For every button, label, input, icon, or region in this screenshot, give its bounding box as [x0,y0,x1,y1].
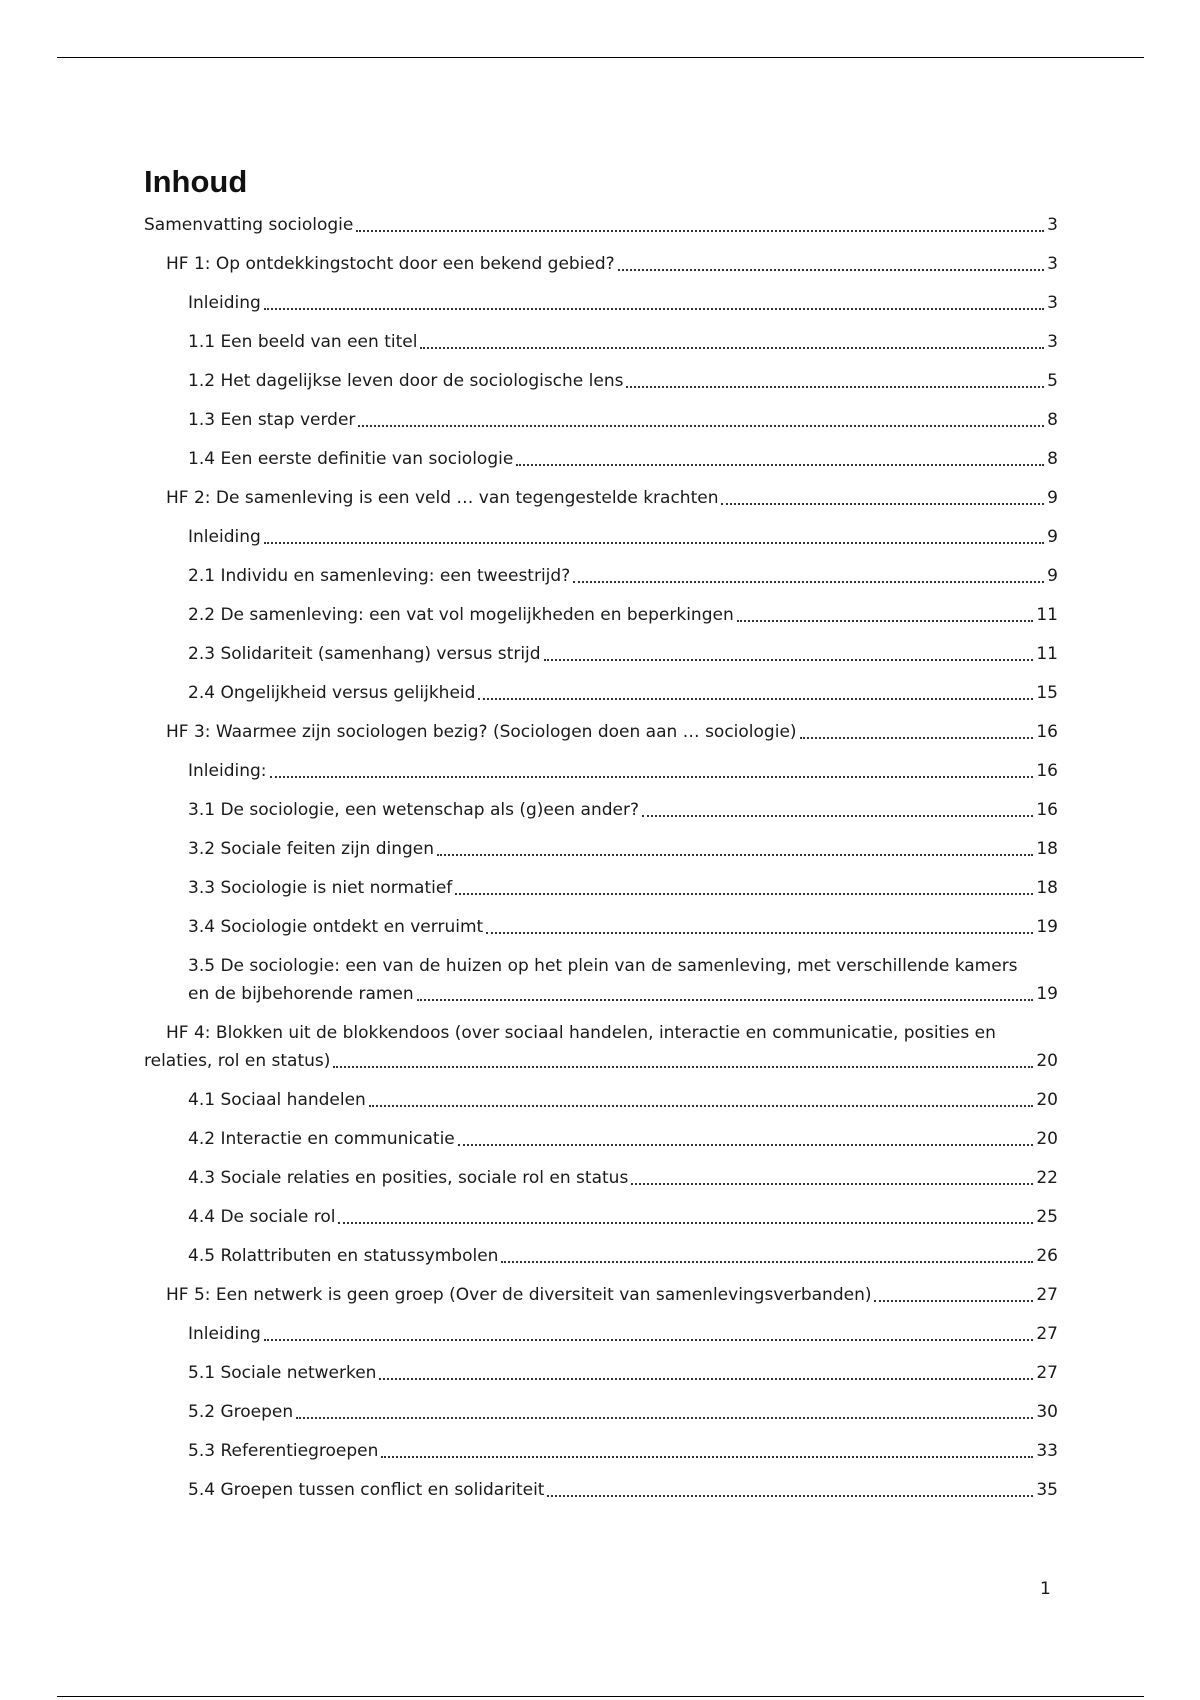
toc-entry-5-2[interactable] [144,1398,1058,1426]
toc-entry-page: 20 [1036,1129,1058,1149]
toc-entry-page: 9 [1047,566,1058,586]
toc-entry-4-1[interactable] [144,1086,1058,1114]
toc-entry-text-continued: en de bijbehorende ramen [188,984,414,1004]
toc-entry-page: 16 [1036,800,1058,820]
toc-entry-hf4[interactable] [144,1019,1058,1075]
dot-leader [478,698,1033,700]
toc-entry-page: 19 [1036,917,1058,937]
toc-entry-3-4[interactable] [144,913,1058,941]
toc-entry-page: 11 [1036,644,1058,664]
toc-entry-2-1[interactable] [144,562,1058,590]
toc-entry-page: 27 [1036,1324,1058,1344]
dot-leader [358,425,1044,427]
toc-entry-4-3[interactable] [144,1164,1058,1192]
toc-entry-page: 33 [1036,1441,1058,1461]
toc-entry-text: 3.1 De sociologie, een wetenschap als (g)een ander? [188,800,639,820]
toc-entry-1-4[interactable] [144,445,1058,473]
toc-entry-text: 1.4 Een eerste definitie van sociologie [188,449,514,469]
toc-entry-page: 18 [1036,878,1058,898]
toc-entry-text: 4.1 Sociaal handelen [188,1090,366,1110]
toc-entry-text: 2.3 Solidariteit (samenhang) versus strijd [188,644,541,664]
toc-entry-text: HF 3: Waarmee zijn sociologen bezig? (Sociologen doen aan … sociologie) [166,722,797,742]
toc-entry-page: 20 [1036,1051,1058,1071]
dot-leader [369,1105,1034,1107]
toc-entry-text: 4.2 Interactie en communicatie [188,1129,455,1149]
toc-entry-summary[interactable] [144,211,1058,239]
toc-entry-hf3-intro[interactable] [144,757,1058,785]
page-number: 1 [1040,1579,1051,1599]
dot-leader [455,893,1033,895]
toc-entry-text: 5.1 Sociale netwerken [188,1363,377,1383]
dot-leader [417,999,1034,1001]
toc-entry-page: 16 [1036,761,1058,781]
toc-entry-3-5[interactable] [144,952,1058,1008]
dot-leader [333,1066,1033,1068]
toc-entry-page: 16 [1036,722,1058,742]
toc-entry-5-1[interactable] [144,1359,1058,1387]
toc-title: Inhoud [144,164,248,199]
toc-entry-text: Samenvatting sociologie [144,215,354,235]
header-rule [57,57,1144,58]
toc-entry-text: HF 4: Blokken uit de blokkendoos (over sociaal handelen, interactie en communicatie, posities en [166,1023,996,1043]
toc-entry-page: 27 [1036,1363,1058,1383]
toc-entry-text: 5.2 Groepen [188,1402,294,1422]
dot-leader [296,1417,1033,1419]
toc-entry-text: HF 5: Een netwerk is geen groep (Over de diversiteit van samenlevingsverbanden) [166,1285,872,1305]
toc-entry-1-2[interactable] [144,367,1058,395]
toc-entry-page: 3 [1047,254,1058,274]
toc-entry-page: 25 [1036,1207,1058,1227]
toc-entry-text: Inleiding [188,1324,261,1344]
toc-entry-text: 2.2 De samenleving: een vat vol mogelijkheden en beperkingen [188,605,734,625]
toc-entry-text: Inleiding [188,527,261,547]
toc-entry-page: 19 [1036,984,1058,1004]
toc-entry-hf3[interactable] [144,718,1058,746]
dot-leader [437,854,1033,856]
toc-entry-text: Inleiding: [188,761,267,781]
dot-leader [800,737,1034,739]
dot-leader [642,815,1033,817]
toc-entry-page: 18 [1036,839,1058,859]
toc-entry-hf2[interactable] [144,484,1058,512]
toc-entry-page: 27 [1036,1285,1058,1305]
dot-leader [338,1222,1033,1224]
toc-entry-text: HF 2: De samenleving is een veld … van tegengestelde krachten [166,488,719,508]
toc-entry-text: 4.5 Rolattributen en statussymbolen [188,1246,499,1266]
toc-entry-5-4[interactable] [144,1476,1058,1504]
dot-leader [264,308,1044,310]
toc-entry-4-2[interactable] [144,1125,1058,1153]
toc-entry-page: 15 [1036,683,1058,703]
dot-leader [631,1183,1033,1185]
dot-leader [516,464,1044,466]
dot-leader [264,1339,1034,1341]
toc-entry-page: 30 [1036,1402,1058,1422]
toc-entry-text: 5.4 Groepen tussen conflict en solidariteit [188,1480,545,1500]
toc-entry-text: 1.3 Een stap verder [188,410,356,430]
dot-leader [381,1456,1033,1458]
dot-leader [618,269,1044,271]
toc-entry-text: 4.4 De sociale rol [188,1207,336,1227]
toc-entry-hf1[interactable] [144,250,1058,278]
dot-leader [264,542,1044,544]
toc-entry-text: 1.2 Het dagelijkse leven door de sociologische lens [188,371,624,391]
dot-leader [270,776,1034,778]
toc-entry-1-1[interactable] [144,328,1058,356]
toc-entry-page: 8 [1047,449,1058,469]
toc-entry-text: 2.4 Ongelijkheid versus gelijkheid [188,683,476,703]
dot-leader [626,386,1044,388]
dot-leader [544,659,1034,661]
toc-entry-2-4[interactable] [144,679,1058,707]
toc-entry-text: Inleiding [188,293,261,313]
toc-entry-hf5[interactable] [144,1281,1058,1309]
toc-entry-text: 1.1 Een beeld van een titel [188,332,418,352]
toc-entry-page: 5 [1047,371,1058,391]
toc-entry-page: 3 [1047,293,1058,313]
toc-entry-text-continued: relaties, rol en status) [144,1051,331,1071]
toc-entry-hf1-intro[interactable] [144,289,1058,317]
toc-entry-text: 3.2 Sociale feiten zijn dingen [188,839,435,859]
toc-entry-3-2[interactable] [144,835,1058,863]
toc-entry-4-4[interactable] [144,1203,1058,1231]
toc-entry-text: 3.4 Sociologie ontdekt en verruimt [188,917,484,937]
dot-leader [356,230,1044,232]
toc-entry-page: 9 [1047,488,1058,508]
toc-entry-page: 35 [1036,1480,1058,1500]
toc-entry-2-3[interactable] [144,640,1058,668]
dot-leader [420,347,1044,349]
toc-entry-hf5-intro[interactable] [144,1320,1058,1348]
toc-entry-hf2-intro[interactable] [144,523,1058,551]
dot-leader [486,932,1033,934]
toc-entry-2-2[interactable] [144,601,1058,629]
toc-entry-text: 2.1 Individu en samenleving: een tweestrijd? [188,566,571,586]
dot-leader [573,581,1044,583]
toc-entry-page: 3 [1047,215,1058,235]
dot-leader [547,1495,1033,1497]
toc-entry-page: 3 [1047,332,1058,352]
dot-leader [501,1261,1033,1263]
toc-entry-page: 26 [1036,1246,1058,1266]
toc-entry-text: 5.3 Referentiegroepen [188,1441,379,1461]
toc-entry-page: 20 [1036,1090,1058,1110]
toc-entry-page: 11 [1036,605,1058,625]
toc-entry-4-5[interactable] [144,1242,1058,1270]
table-of-contents [144,166,1058,1515]
dot-leader [874,1300,1033,1302]
toc-entry-3-1[interactable] [144,796,1058,824]
toc-entry-page: 9 [1047,527,1058,547]
dot-leader [458,1144,1034,1146]
toc-entry-3-3[interactable] [144,874,1058,902]
dot-leader [721,503,1044,505]
toc-entry-text: HF 1: Op ontdekkingstocht door een bekend gebied? [166,254,615,274]
toc-entry-text: 3.3 Sociologie is niet normatief [188,878,453,898]
toc-entry-page: 8 [1047,410,1058,430]
toc-entry-text: 4.3 Sociale relaties en posities, sociale rol en status [188,1168,629,1188]
toc-entry-1-3[interactable] [144,406,1058,434]
footer-rule [57,1696,1144,1697]
toc-entry-page: 22 [1036,1168,1058,1188]
toc-entry-5-3[interactable] [144,1437,1058,1465]
dot-leader [737,620,1034,622]
dot-leader [379,1378,1033,1380]
toc-entry-text: 3.5 De sociologie: een van de huizen op het plein van de samenleving, met verschillende kamers [188,956,1018,976]
